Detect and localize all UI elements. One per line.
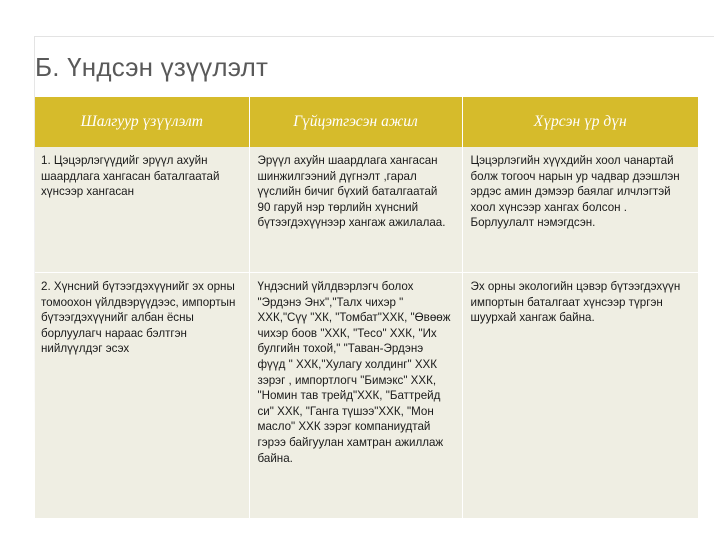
header-row xyxy=(35,97,698,147)
table-cell-criteria: 2. Хүнсний бүтээгдэхүүнийг эх орны томоохон үйлдвэрүүдээс, импортын бүтээгдэхүүнийг албан ёсны борлуулагч нараас бэлтгэн нийлүүлдэг эсэх xyxy=(35,273,249,519)
table-body xyxy=(35,147,698,518)
table-cell-work-done: Эрүүл ахуйн шаардлага хангасан шинжилгээний дүгнэлт ,гарал үүслийн бичиг бүхий баталгаатай 90 гаруй нэр төрлийн хүнсний бүтээгдэхүүнээр хангаж ажилалаа. xyxy=(249,147,462,273)
indicators-table xyxy=(35,97,698,518)
header-work-done: Гүйцэтгэсэн ажил xyxy=(249,97,462,147)
table-row xyxy=(35,147,698,273)
table-cell-criteria: 1. Цэцэрлэгүүдийг эрүүл ахуйн шаардлага хангасан баталгаатай хүнсээр хангасан xyxy=(35,147,249,273)
table-cell-results: Эх орны экологийн цэвэр бүтээгдэхүүн импортын баталгаат хүнсээр түргэн шуурхай хангаж байна. xyxy=(462,273,698,519)
top-divider xyxy=(34,36,714,37)
table xyxy=(35,97,698,518)
table-row xyxy=(35,273,698,519)
header-criteria: Шалгуур үзүүлэлт xyxy=(35,97,249,147)
table-cell-work-done: Үндэсний үйлдвэрлэгч болох "Эрдэнэ Энх","Талх чихэр " ХХК,"Сүү "ХК, "Томбат"ХХК, "Өвөөж чихэр боов "ХХК, "Тесо" ХХК, "Их булгийн тохой," "Таван-Эрдэнэ фүүд " ХХК,"Хулагу холдинг" ХХК зэрэг , импортлогч "Бимэкс" ХХК, "Номин тав трейд"ХХК, "Баттрейд си" ХХК, "Ганга түшээ"ХХК, "Мон масло" ХХК зэрэг компаниудтай гэрээ байгуулан хамтран ажиллаж байна. xyxy=(249,273,462,519)
table-header xyxy=(35,97,698,147)
header-results: Хүрсэн үр дүн xyxy=(462,97,698,147)
table-cell-results: Цэцэрлэгийн хүүхдийн хоол чанартай болж тогооч нарын ур чадвар дээшлэн эрдэс амин дэмээр баялаг илчлэгтэй хоол хүнсээр хангах болсон . Борлуулалт нэмэгдсэн. xyxy=(462,147,698,273)
slide-title: Б. Үндсэн үзүүлэлт xyxy=(35,52,269,82)
